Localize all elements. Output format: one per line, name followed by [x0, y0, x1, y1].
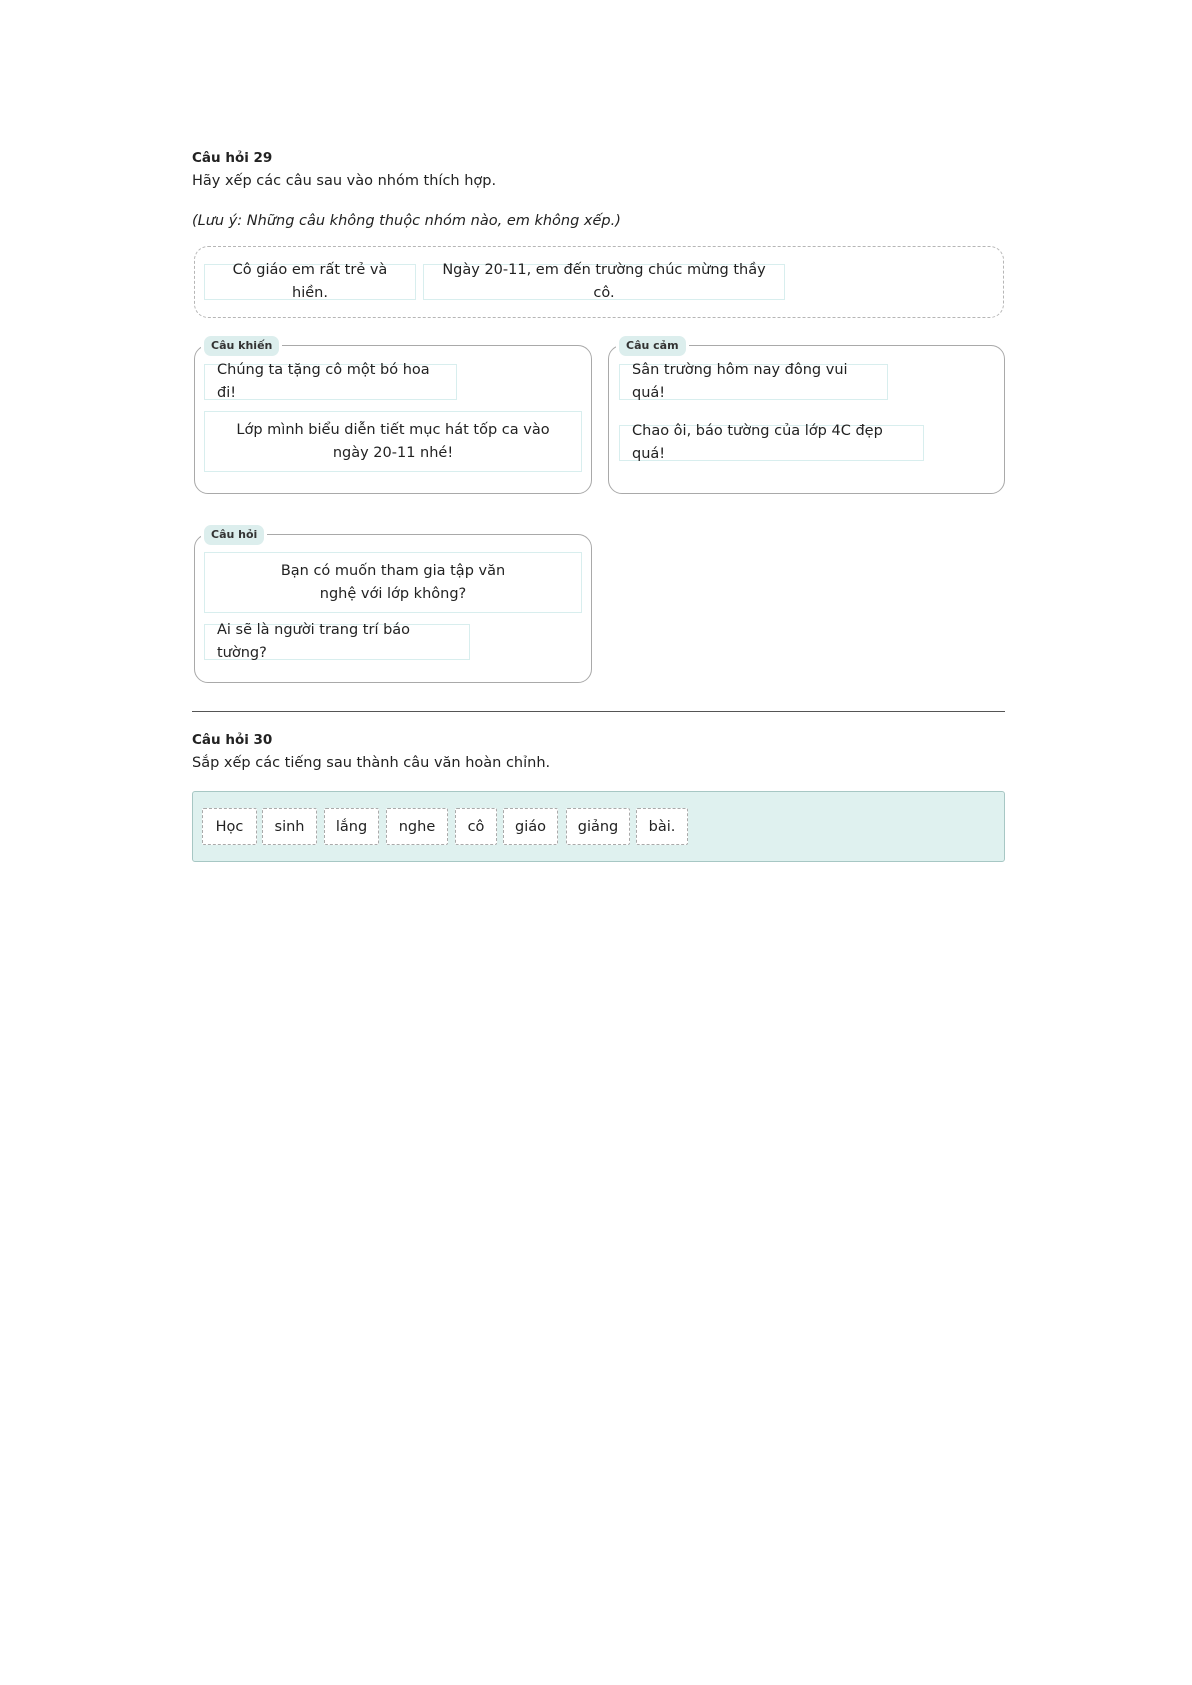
group-sentence-chip[interactable]: Lớp mình biểu diễn tiết mục hát tốp ca vào ngày 20-11 nhé! — [204, 411, 582, 472]
pool-sentence-chip[interactable]: Ngày 20-11, em đến trường chúc mừng thầy cô. — [423, 264, 785, 300]
group-sentence-chip[interactable]: Ai sẽ là người trang trí báo tường? — [204, 624, 470, 660]
question-30-title: Câu hỏi 30 — [192, 732, 273, 748]
group-cau-hoi-label: Câu hỏi — [201, 522, 267, 548]
group-cau-cam-label: Câu cảm — [616, 333, 689, 359]
group-sentence-chip[interactable]: Chúng ta tặng cô một bó hoa đi! — [204, 364, 457, 400]
group-cau-khien-label: Câu khiến — [201, 333, 282, 359]
question-divider — [192, 711, 1005, 712]
pool-sentence-chip[interactable]: Cô giáo em rất trẻ và hiền. — [204, 264, 416, 300]
word-tile[interactable]: Học — [202, 808, 257, 845]
word-tile[interactable]: bài. — [636, 808, 688, 845]
group-sentence-chip[interactable]: Chao ôi, báo tường của lớp 4C đẹp quá! — [619, 425, 924, 461]
question-29-instruction: Hãy xếp các câu sau vào nhóm thích hợp. — [192, 173, 497, 189]
question-29-title: Câu hỏi 29 — [192, 150, 273, 166]
word-tile[interactable]: lắng — [324, 808, 379, 845]
word-tile[interactable]: sinh — [262, 808, 317, 845]
group-sentence-chip[interactable]: Sân trường hôm nay đông vui quá! — [619, 364, 888, 400]
group-sentence-chip[interactable]: Bạn có muốn tham gia tập văn nghệ với lớp không? — [204, 552, 582, 613]
word-tile[interactable]: giáo — [503, 808, 558, 845]
word-tile[interactable]: nghe — [386, 808, 448, 845]
word-tile[interactable]: cô — [455, 808, 497, 845]
word-tile[interactable]: giảng — [566, 808, 630, 845]
question-30-instruction: Sắp xếp các tiếng sau thành câu văn hoàn chỉnh. — [192, 755, 551, 771]
question-29-note: (Lưu ý: Những câu không thuộc nhóm nào, em không xếp.) — [192, 213, 621, 229]
